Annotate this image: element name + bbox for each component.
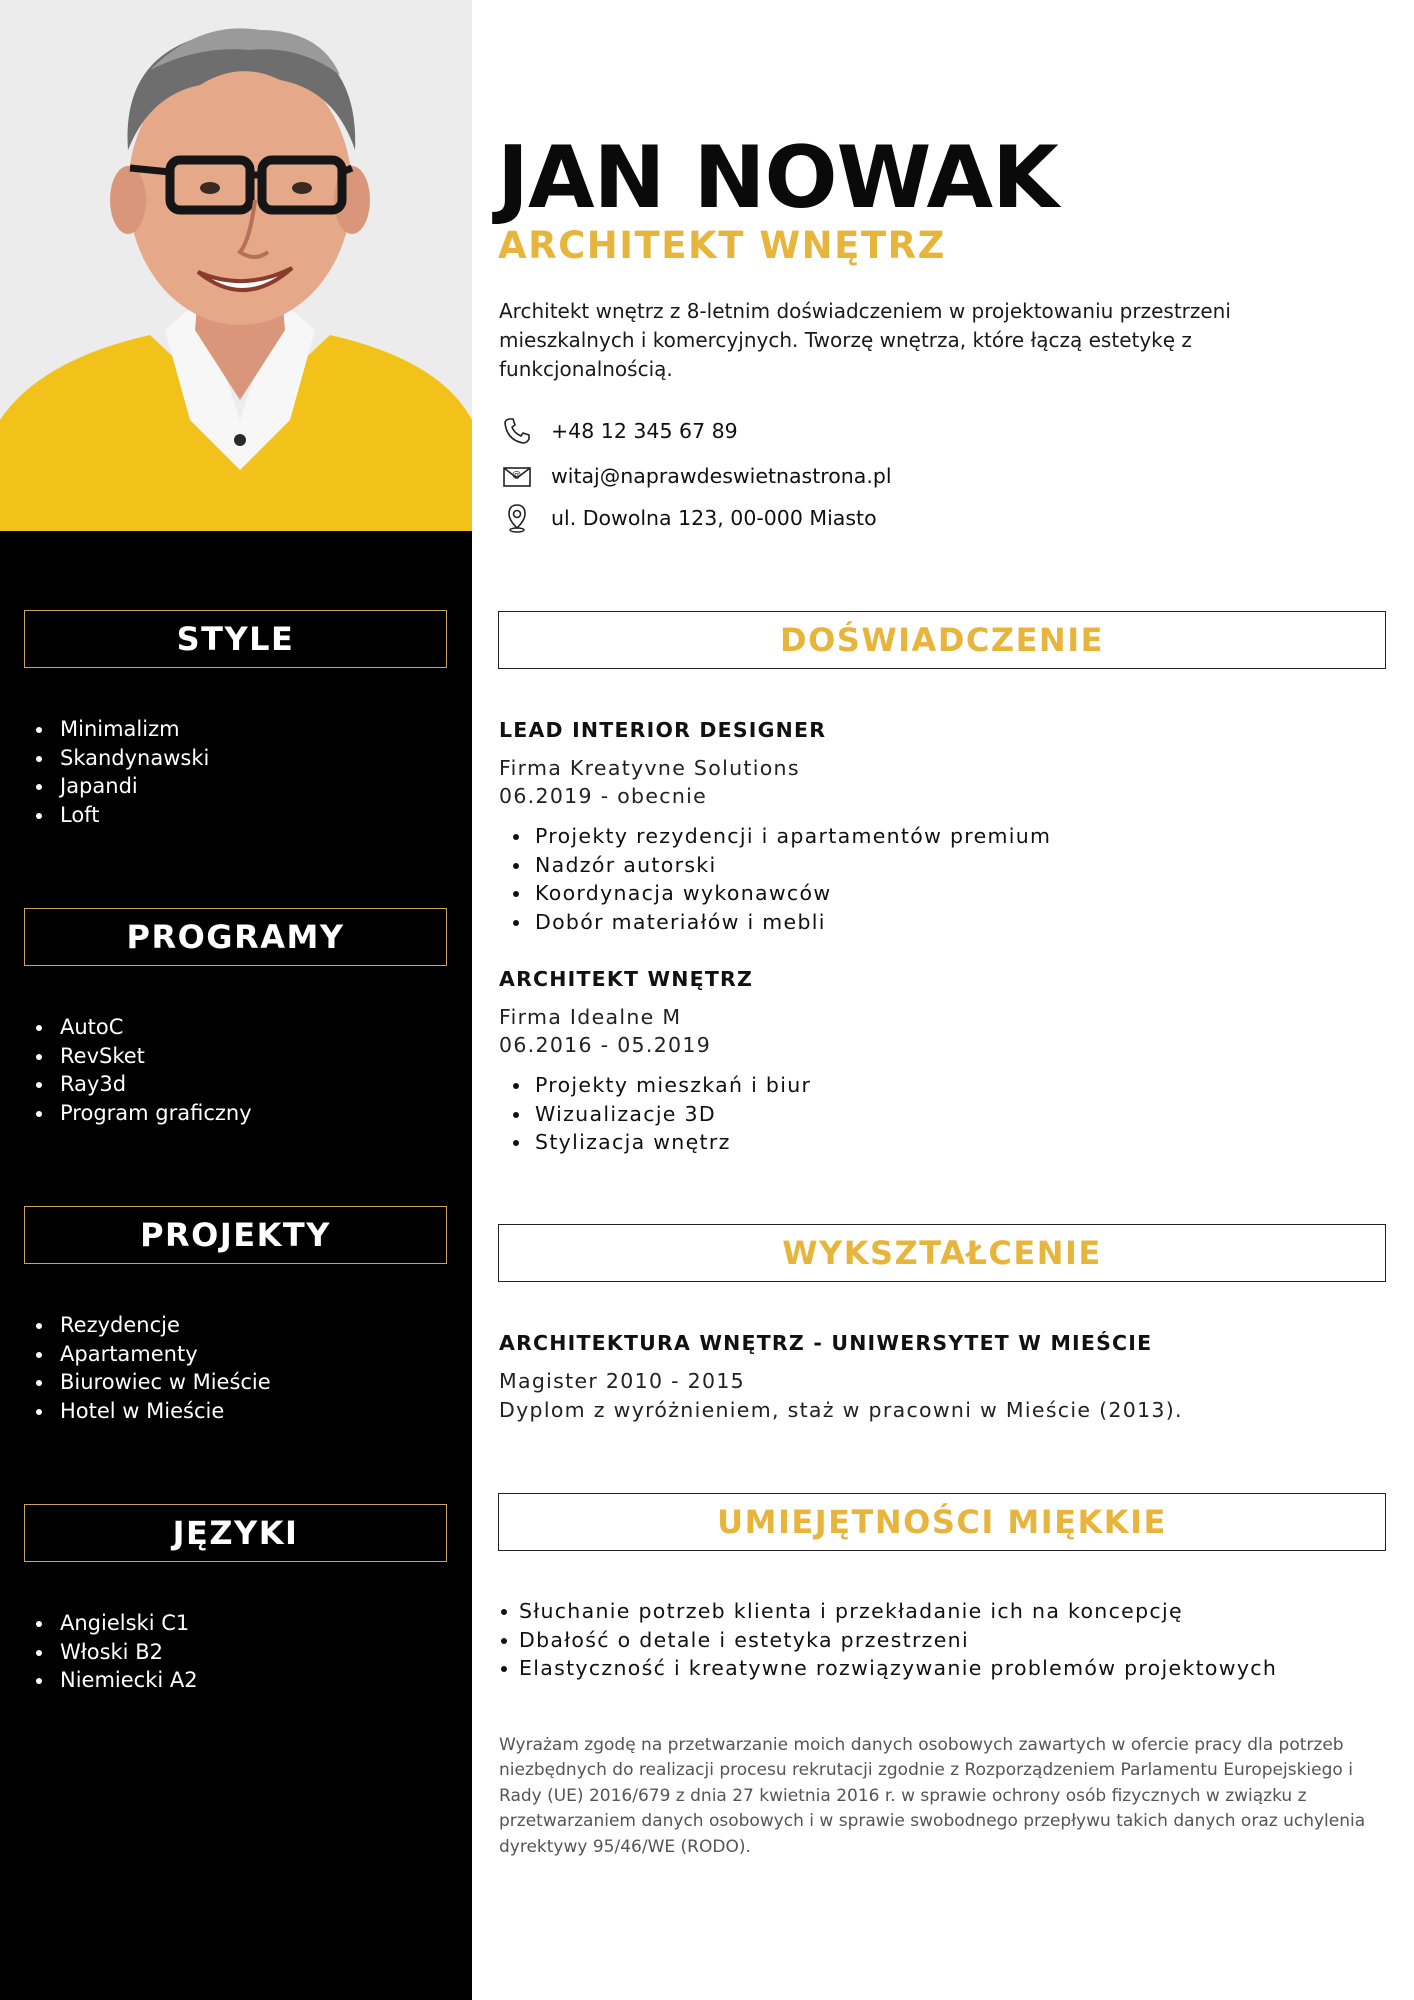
profile-summary: Architekt wnętrz z 8-letnim doświadczeniem w projektowaniu przestrzeni mieszkalnych i komercyjnych. Tworzę wnętrza, które łączą estetykę z funkcjonalnością. bbox=[499, 299, 1231, 381]
contact-email bbox=[499, 458, 892, 494]
soft-skills-list bbox=[519, 1597, 1277, 1683]
list-item: Włoski B2 bbox=[60, 1638, 198, 1667]
job-1-period: 06.2019 - obecnie bbox=[499, 784, 708, 808]
education-school: ARCHITEKTURA WNĘTRZ - UNIWERSYTET W MIEŚCIE bbox=[499, 1331, 1153, 1355]
job-1-duties bbox=[535, 822, 1051, 936]
languages-heading: JĘZYKI bbox=[172, 1514, 299, 1552]
education-note: Dyplom z wyróżnieniem, staż w pracowni w Mieście (2013). bbox=[499, 1398, 1183, 1422]
software-list bbox=[60, 1013, 252, 1127]
list-item: Projekty rezydencji i apartamentów premium bbox=[535, 822, 1051, 851]
list-item: Loft bbox=[60, 801, 209, 830]
styles-heading-box bbox=[24, 610, 447, 668]
software-heading: PROGRAMY bbox=[126, 918, 345, 956]
list-item: Dbałość o detale i estetyka przestrzeni bbox=[519, 1626, 1277, 1655]
soft-skills-heading: UMIEJĘTNOŚCI MIĘKKIE bbox=[717, 1503, 1167, 1541]
education-heading-box bbox=[498, 1224, 1386, 1282]
projects-list bbox=[60, 1311, 271, 1425]
svg-text:@: @ bbox=[512, 470, 521, 480]
contact-address bbox=[499, 500, 877, 536]
projects-heading-box bbox=[24, 1206, 447, 1264]
experience-heading-box bbox=[498, 611, 1386, 669]
list-item: Program graficzny bbox=[60, 1099, 252, 1128]
list-item: Nadzór autorski bbox=[535, 851, 1051, 880]
sidebar bbox=[0, 0, 472, 2000]
styles-heading: STYLE bbox=[176, 620, 295, 658]
contact-phone bbox=[499, 413, 738, 449]
list-item: Rezydencje bbox=[60, 1311, 271, 1340]
list-item: RevSket bbox=[60, 1042, 252, 1071]
list-item: Skandynawski bbox=[60, 744, 209, 773]
list-item: AutoC bbox=[60, 1013, 252, 1042]
job-2-period: 06.2016 - 05.2019 bbox=[499, 1033, 712, 1057]
job-1-title: LEAD INTERIOR DESIGNER bbox=[499, 718, 827, 742]
list-item: Koordynacja wykonawców bbox=[535, 879, 1051, 908]
job-1-company: Firma Kreatyvne Solutions bbox=[499, 756, 800, 780]
job-title-headline: ARCHITEKT WNĘTRZ bbox=[498, 224, 946, 267]
languages-list bbox=[60, 1609, 198, 1695]
phone-icon bbox=[499, 413, 535, 449]
list-item: Projekty mieszkań i biur bbox=[535, 1071, 811, 1100]
location-pin-icon bbox=[499, 500, 535, 536]
portrait-photo bbox=[0, 0, 472, 531]
styles-list bbox=[60, 715, 209, 829]
gdpr-consent: Wyrażam zgodę na przetwarzanie moich danych osobowych zawartych w ofercie pracy dla potrzeb niezbędnych do realizacji procesu rekrutacji zgodnie z Rozporządzeniem Parlamentu Europejskiego i Rady (UE) 2016/679 z dnia 27 kwietnia 2016 r. w sprawie ochrony osób fizycznych w związku z przetwarzaniem danych osobowych i w sprawie swobodnego przepływu takich danych oraz uchylenia dyrektywy 95/46/WE (RODO). bbox=[499, 1735, 1366, 1857]
list-item: Słuchanie potrzeb klienta i przekładanie ich na koncepcję bbox=[519, 1597, 1277, 1626]
postal-address: ul. Dowolna 123, 00-000 Miasto bbox=[551, 506, 877, 530]
projects-heading: PROJEKTY bbox=[140, 1216, 331, 1254]
experience-heading: DOŚWIADCZENIE bbox=[780, 621, 1104, 659]
education-heading: WYKSZTAŁCENIE bbox=[782, 1234, 1102, 1272]
education-degree: Magister 2010 - 2015 bbox=[499, 1369, 746, 1393]
languages-heading-box bbox=[24, 1504, 447, 1562]
list-item: Biurowiec w Mieście bbox=[60, 1368, 271, 1397]
list-item: Stylizacja wnętrz bbox=[535, 1128, 811, 1157]
full-name: JAN NOWAK bbox=[497, 128, 1058, 228]
list-item: Apartamenty bbox=[60, 1340, 271, 1369]
list-item: Niemiecki A2 bbox=[60, 1666, 198, 1695]
list-item: Japandi bbox=[60, 772, 209, 801]
list-item: Hotel w Mieście bbox=[60, 1397, 271, 1426]
list-item: Minimalizm bbox=[60, 715, 209, 744]
list-item: Wizualizacje 3D bbox=[535, 1100, 811, 1129]
list-item: Elastyczność i kreatywne rozwiązywanie problemów projektowych bbox=[519, 1654, 1277, 1683]
job-2-title: ARCHITEKT WNĘTRZ bbox=[499, 967, 754, 991]
list-item: Dobór materiałów i mebli bbox=[535, 908, 1051, 937]
job-2-duties bbox=[535, 1071, 811, 1157]
list-item: Angielski C1 bbox=[60, 1609, 198, 1638]
soft-skills-heading-box bbox=[498, 1493, 1386, 1551]
list-item: Ray3d bbox=[60, 1070, 252, 1099]
job-2-company: Firma Idealne M bbox=[499, 1005, 682, 1029]
email-address[interactable]: witaj@naprawdeswietnastrona.pl bbox=[551, 464, 892, 488]
software-heading-box bbox=[24, 908, 447, 966]
phone-number[interactable]: +48 12 345 67 89 bbox=[551, 419, 738, 443]
email-icon bbox=[499, 458, 535, 494]
